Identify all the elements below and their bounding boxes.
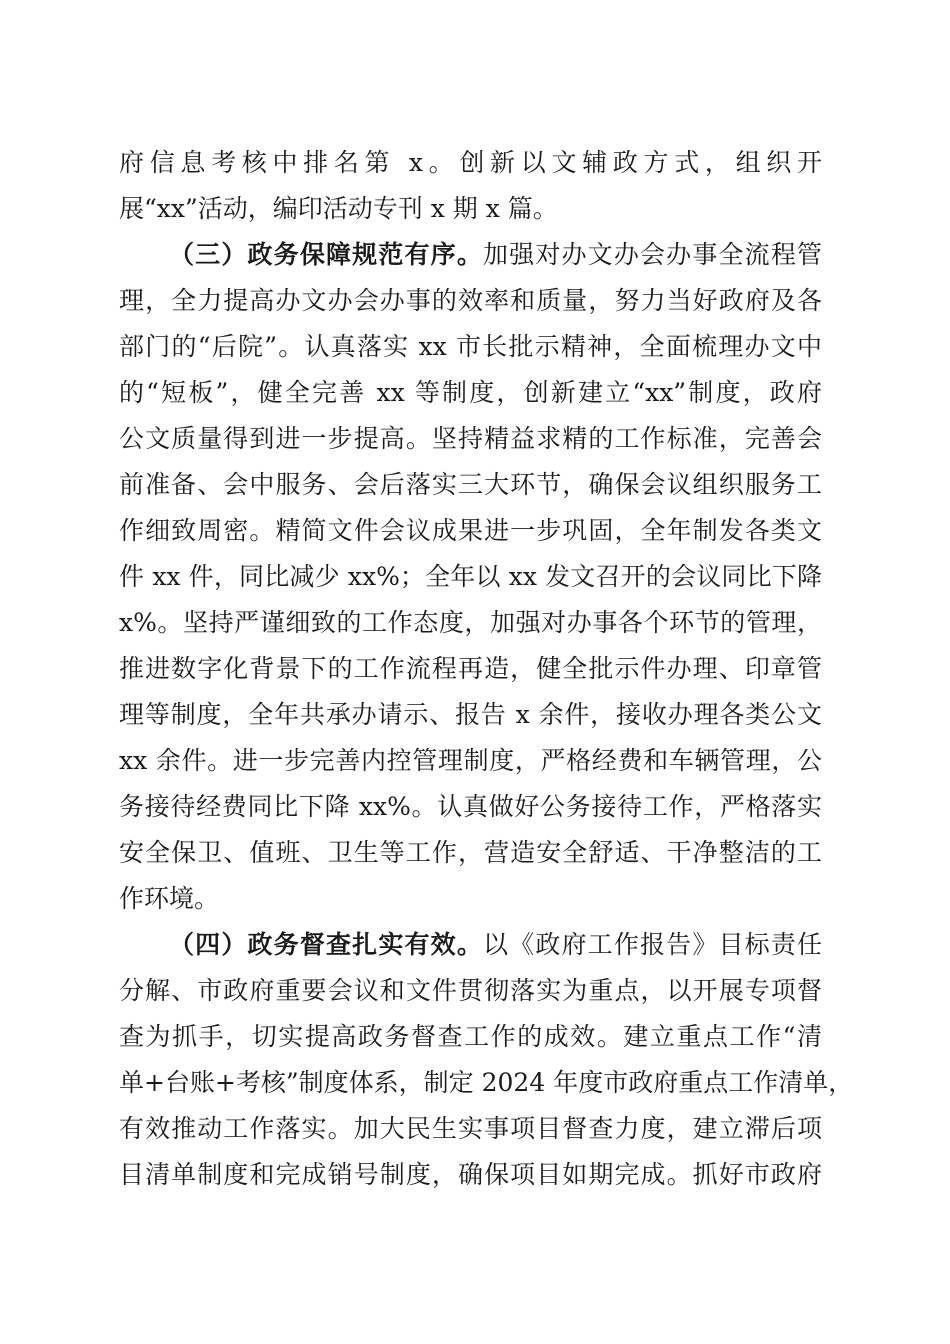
paragraph-line-text: 以《政府工作报告》目标责任 [483,930,822,959]
paragraph-line-text: 加强对办文办会办事全流程管 [483,240,822,269]
paragraph-line: 单+台账+考核”制度体系，制定 2024 年度市政府重点工作清单， [119,1068,854,1097]
paragraph-line: 前准备、会中服务、会后落实三大环节，确保会议组织服务工 [119,470,822,499]
section-heading-3: （三）政务保障规范有序。 [169,240,483,269]
paragraph-line: 展“xx”活动，编印活动专刊 x 期 x 篇。 [119,194,558,223]
paragraph-line: 推进数字化背景下的工作流程再造，健全批示件办理、印章管 [119,654,822,683]
paragraph-line: 府信息考核中排名第 x。创新以文辅政方式，组织开 [119,148,822,177]
paragraph-line: 分解、市政府重要会议和文件贯彻落实为重点，以开展专项督 [119,976,822,1005]
paragraph-line: 查为抓手，切实提高政务督查工作的成效。建立重点工作“清 [119,1022,822,1051]
paragraph-line: x%。坚持严谨细致的工作态度，加强对办事各个环节的管理， [119,608,822,637]
section-heading-4: （四）政务督查扎实有效。 [169,930,483,959]
paragraph-line: 安全保卫、值班、卫生等工作，营造安全舒适、干净整洁的工 [119,838,822,867]
paragraph-line: xx 余件。进一步完善内控管理制度，严格经费和车辆管理，公 [119,746,822,775]
paragraph-line: 件 xx 件，同比减少 xx%；全年以 xx 发文召开的会议同比下降 [119,562,822,591]
paragraph-line: 理，全力提高办文办会办事的效率和质量，努力当好政府及各 [119,286,822,315]
paragraph-line: 理等制度，全年共承办请示、报告 x 余件，接收办理各类公文 [119,700,822,729]
paragraph-line: 的“短板”，健全完善 xx 等制度，创新建立“xx”制度，政府 [119,378,822,407]
paragraph-first-line [169,925,822,965]
paragraph-line: 目清单制度和完成销号制度，确保项目如期完成。抓好市政府 [119,1160,822,1189]
paragraph-first-line [169,235,822,275]
paragraph-line: 部门的“后院”。认真落实 xx 市长批示精神，全面梳理办文中 [119,332,822,361]
paragraph-line: 有效推动工作落实。加大民生实事项目督查力度，建立滞后项 [119,1114,822,1143]
paragraph-line: 作环境。 [119,884,220,913]
paragraph-line: 作细致周密。精简文件会议成果进一步巩固，全年制发各类文 [119,516,822,545]
paragraph-line: 公文质量得到进一步提高。坚持精益求精的工作标准，完善会 [119,424,822,453]
paragraph-line: 务接待经费同比下降 xx%。认真做好公务接待工作，严格落实 [119,792,822,821]
